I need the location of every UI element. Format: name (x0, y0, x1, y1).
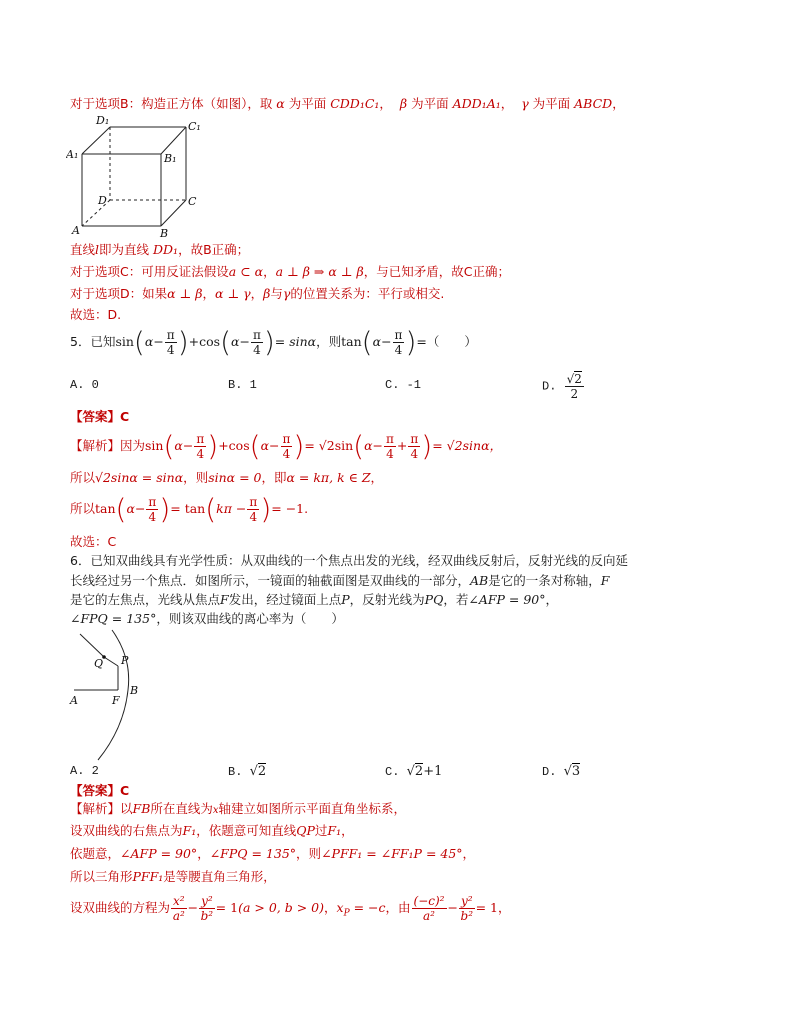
plane-abcd: ABCD (574, 96, 613, 111)
cube-label-a: A (72, 224, 80, 237)
answer-q6: 【答案】C (70, 783, 130, 798)
cube-label-c: C (188, 195, 197, 208)
q6-solution-line4: 所以三角形PFF₁是等腰直角三角形， (70, 869, 276, 884)
cube-label-c1: C₁ (188, 120, 201, 133)
q6-option-b: B. √2 (228, 764, 267, 779)
q5-solution-line3: 所以tan(α− $\frac{\pi}{4}$ )= tan(kπ − $\frac{\pi}{4}$ )= −1. (70, 492, 309, 526)
cube-label-d: D (98, 194, 107, 207)
q6-option-c: C. √2+1 (385, 764, 443, 779)
q5-option-c: C. -1 (385, 378, 422, 392)
q6-line3: 是它的左焦点，光线从焦点F发出，经过镜面上点P，反射光线为PQ，若∠AFP = 90°， (70, 592, 559, 607)
q6-line1: 6．已知双曲线具有光学性质：从双曲线的一个焦点出发的光线，经双曲线反射后，反射光线的反向延 (70, 553, 628, 568)
alpha-symbol: α (272, 96, 289, 111)
plane-cdd1c1: CDD₁C₁ (330, 96, 380, 111)
line-b-conclusion: 直线l即为直线 DD₁，故B正确； (70, 242, 250, 257)
q6-solution-line1: 【解析】以FB所在直线为x轴建立如图所示平面直角坐标系， (70, 801, 407, 816)
q6-solution-line2: 设双曲线的右焦点为F₁，依题意可知直线QP过F₁， (70, 823, 354, 838)
q5-final: 故选：C (70, 534, 117, 549)
option-d-text: 对于选项D：如果α ⊥ β，α ⊥ γ，β与γ的位置关系为：平行或相交. (70, 286, 445, 301)
hyperbola-label-a: A (70, 694, 78, 707)
answer-q4: 故选：D. (70, 307, 122, 322)
option-c-text: 对于选项C：可用反证法假设a ⊂ α，a ⊥ β ⇒ α ⊥ β，与已知矛盾，故C正确； (70, 264, 510, 279)
cube-label-d1: D₁ (96, 114, 110, 127)
hyperbola-label-p: P (121, 654, 129, 667)
hyperbola-label-b: B (130, 684, 139, 697)
q5-option-d: D. $\frac{√2}{2}$ (542, 372, 582, 401)
q6-option-d: D. √3 (542, 764, 581, 779)
hyperbola-figure (66, 628, 156, 764)
q6-line2: 长线经过另一个焦点．如图所示，一镜面的轴截面图是双曲线的一部分，AB是它的一条对称轴，F (70, 573, 610, 588)
q5-option-b: B. 1 (228, 378, 257, 392)
q5-solution-line1: 【解析】因为sin(α− $\frac{\pi}{4}$ )+cos(α− $\frac{\pi}{4}$ )= √2sin(α− $\frac{\pi}{4}$ + $\frac{\pi}{4}$ )= √2sinα， (70, 429, 503, 463)
question-5: 5．已知sin(α− $\frac{\pi}{4}$ )+cos(α− $\frac{\pi}{4}$ )= sinα，则tan(α− $\frac{\pi}{4}$ )=（ ） (70, 325, 477, 359)
hyperbola-label-q: Q (94, 657, 104, 670)
q5-solution-line2: 所以√2sinα = sinα，则sinα = 0，即α = kπ, k ∈ Z， (70, 470, 384, 485)
q6-line4: ∠FPQ = 135°，则该双曲线的离心率为（ ） (70, 611, 344, 626)
hyperbola-label-f: F (112, 694, 120, 707)
q6-solution-line5: 设双曲线的方程为 $\frac{\text{x²}}{\text{a²}}$ − $\frac{\text{y²}}{\text{b²}}$ = 1(a > 0, b > 0)，$x_P = -c$，由 $\frac{\text{(−c)²}}{\text{a²}}$ − $\frac{\text{y²}}{\text{b²}}$ = 1， (70, 894, 511, 923)
q6-option-a: A. 2 (70, 764, 99, 778)
cube-figure (66, 112, 206, 240)
cube-label-b: B (160, 227, 169, 240)
cube-label-b1: B₁ (164, 152, 177, 165)
plane-add1a1: ADD₁A₁ (452, 96, 501, 111)
answer-q5: 【答案】C (70, 409, 130, 424)
cube-label-a1: A₁ (66, 148, 79, 161)
q5-option-a: A. 0 (70, 378, 99, 392)
q6-solution-line3: 依题意，∠AFP = 90°，∠FPQ = 135°，则∠PFF₁ = ∠FF₁P = 45°， (70, 846, 476, 861)
option-b-text: 对于选项B：构造正方体（如图），取 α 为平面 CDD₁C₁， β 为平面 ADD₁A₁， γ 为平面 ABCD， (70, 96, 625, 111)
